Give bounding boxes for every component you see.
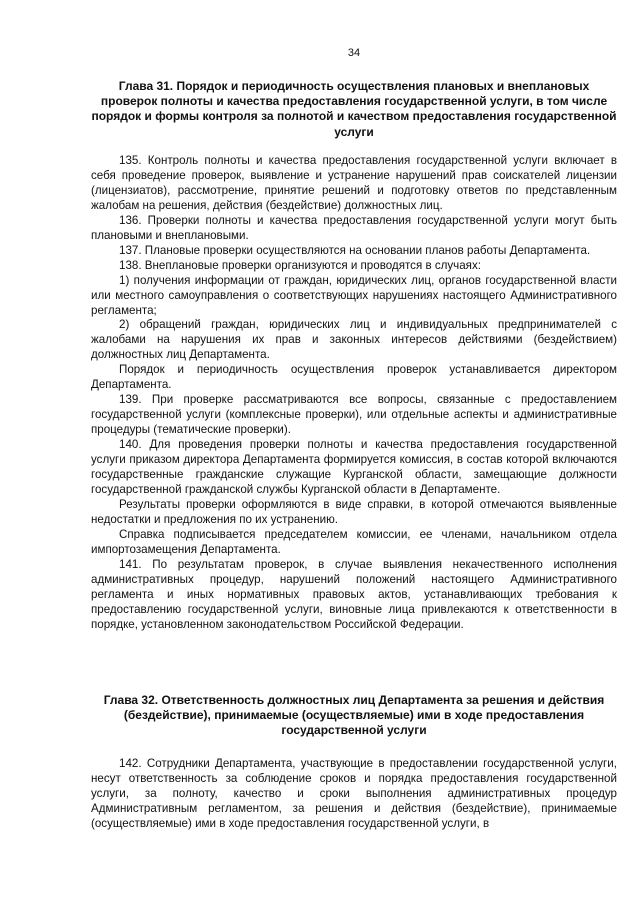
paragraph-142: 142. Сотрудники Департамента, участвующие в предоставлении государственной услуги, несут ответственность за соблюдение сроков и порядка предоставления государственной услуги, за полноту, качество и сроки выполнения административных процедур Административным регламентом, за решения и действия (бездействие), принимаемые (осуществляемые) ими в ходе предоставления государственной услуги, в xyxy=(91,757,617,830)
paragraph-138: 138. Внеплановые проверки организуются и проводятся в случаях: xyxy=(119,258,481,272)
paragraph-138-item-1: 1) получения информации от граждан, юридических лиц, органов государственной власти или местного самоуправления о соответствующих нарушениях настоящего Административного регламента; xyxy=(91,273,617,317)
paragraph-138-periodicity: Порядок и периодичность осуществления проверок устанавливается директором Департамента. xyxy=(91,363,617,392)
paragraph-138-item-2: 2) обращений граждан, юридических лиц и индивидуальных предпринимателей с жалобами на нарушения их прав и законных интересов действиями (бездействием) должностных лиц Департамента. xyxy=(91,318,617,362)
paragraph-136: 136. Проверки полноты и качества предоставления государственной услуги могут быть плановыми и внеплановыми. xyxy=(91,213,617,242)
chapter-32-body xyxy=(91,757,617,832)
paragraph-137: 137. Плановые проверки осуществляются на основании планов работы Департамента. xyxy=(119,243,591,257)
page-number: 34 xyxy=(347,47,361,59)
paragraph-135: 135. Контроль полноты и качества предоставления государственной услуги включает в себя проведение проверок, выявление и устранение нарушений прав соискателей лицензии (лицензиатов), рассмотрение, принятие решений и подготовку ответов по представленным жалобам на решения, действия (бездействие) должностных лиц. xyxy=(91,154,617,212)
chapter-31-heading: Глава 31. Порядок и периодичность осуществления плановых и внеплановых проверок полноты и качества предоставления государственной услуги, в том числе порядок и формы контроля за полнотой и качеством предоставления государственной услуги xyxy=(91,79,617,139)
paragraph-140-results: Результаты проверки оформляются в виде справки, в которой отмечаются выявленные недостатки и предложения по их устранению. xyxy=(91,497,617,526)
paragraph-141: 141. По результатам проверок, в случае выявления некачественного исполнения административных процедур, нарушений положений настоящего Административного регламента и иных нормативных правовых актов, устанавливающих требования к предоставлению государственной услуги, виновные лица привлекаются к ответственности в порядке, установленном законодательством Российской Федерации. xyxy=(91,557,617,631)
paragraph-139: 139. При проверке рассматриваются все вопросы, связанные с предоставлением государственной услуги (комплексные проверки), или отдельные аспекты и административные процедуры (тематические проверки). xyxy=(91,393,617,437)
paragraph-140: 140. Для проведения проверки полноты и качества предоставления государственной услуги приказом директора Департамента формируется комиссия, в состав которой включаются государственные гражданские служащие Курганской области, замещающие должности государственной гражданской службы Курганской области в Департаменте. xyxy=(91,438,617,496)
paragraph-140-certificate: Справка подписывается председателем комиссии, ее членами, начальником отдела импортозамещения Департамента. xyxy=(91,527,617,556)
chapter-31-body xyxy=(91,154,617,633)
chapter-32-heading: Глава 32. Ответственность должностных лиц Департамента за решения и действия (бездействие), принимаемые (осуществляемые) ими в ходе предоставления государственной услуги xyxy=(103,693,605,738)
